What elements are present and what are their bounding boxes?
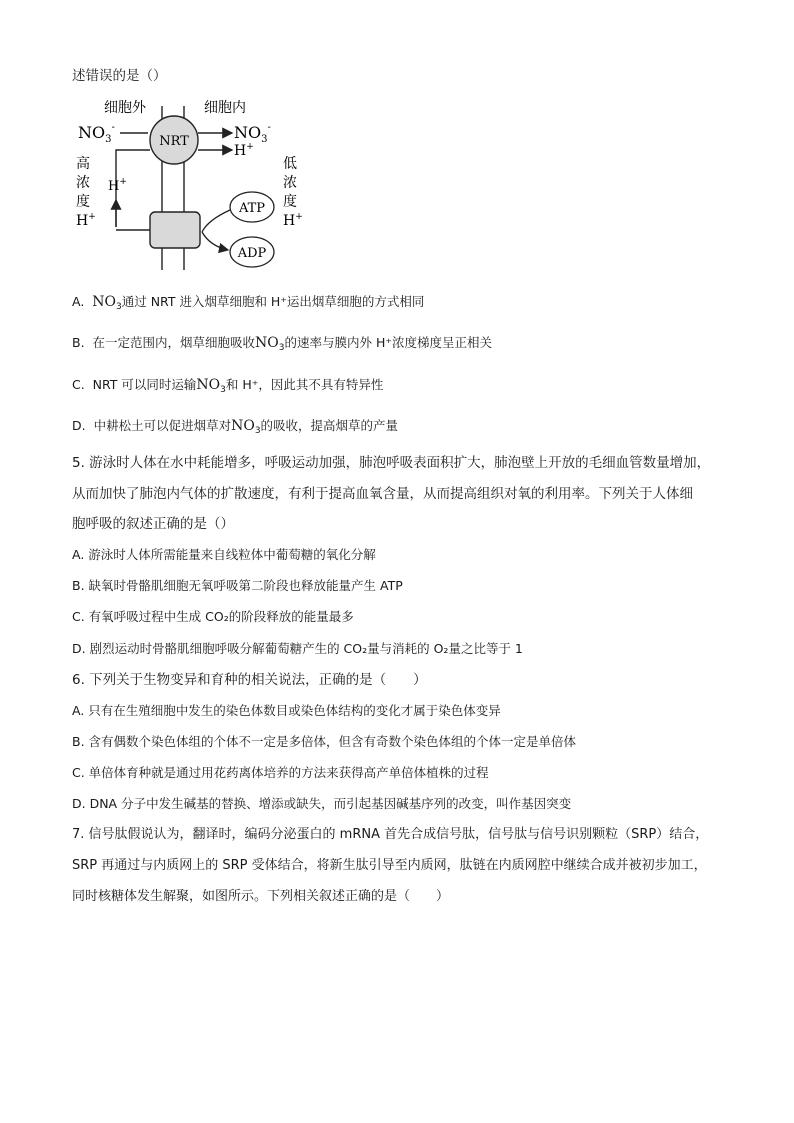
low-concentration-label — [283, 156, 303, 229]
q4-option-b: B. 在一定范围内，烟草细胞吸收$NO_3$的速率与膜内外 H⁺浓度梯度呈正相关 — [72, 335, 492, 353]
q4-option-d: D. 中耕松土可以促进烟草对$NO_3$的吸收，提高烟草的产量 — [72, 418, 399, 436]
q4-option-c: C. NRT 可以同时运输$NO_3$和 H⁺，因此其不具有特异性 — [72, 377, 384, 395]
nrt-transport-diagram — [72, 92, 312, 272]
adp-label: ADP — [237, 246, 267, 261]
q5-stem-line-3: 胞呼吸的叙述正确的是（） — [72, 516, 234, 532]
svg-text:度: 度 — [283, 194, 297, 210]
no3-inside-label: $NO_3^-$ — [234, 122, 271, 145]
high-concentration-label — [76, 155, 96, 229]
atp-label: ATP — [238, 201, 266, 216]
q4-option-a: A. $NO_3$通过 NRT 进入烟草细胞和 H⁺运出烟草细胞的方式相同 — [72, 294, 425, 312]
proton-pump — [150, 212, 200, 248]
outside-label: 细胞外 — [104, 100, 146, 116]
h-pump-out-label: H+ — [108, 177, 127, 194]
q5-stem-line-1: 5. 游泳时人体在水中耗能增多，呼吸运动加强，肺泡呼吸表面积扩大，肺泡壁上开放的毛细血管数量增加， — [72, 455, 711, 471]
q5-option-b: B. 缺氧时骨骼肌细胞无氧呼吸第二阶段也释放能量产生 ATP — [72, 578, 403, 593]
q5-option-a: A. 游泳时人体所需能量来自线粒体中葡萄糖的氧化分解 — [72, 547, 376, 562]
q5-option-c: C. 有氧呼吸过程中生成 CO₂的阶段释放的能量最多 — [72, 609, 354, 624]
nrt-label: NRT — [159, 134, 189, 149]
svg-text:低: 低 — [283, 156, 297, 172]
q7-stem-line-3: 同时核糖体发生解聚，如图所示。下列相关叙述正确的是（ ） — [72, 889, 450, 904]
q5-stem-line-2: 从而加快了肺泡内气体的扩散速度，有利于提高血氧含量，从而提高组织对氧的利用率。下列关于人体细 — [72, 486, 693, 502]
q6-option-c: C. 单倍体育种就是通过用花药离体培养的方法来获得高产单倍体植株的过程 — [72, 765, 489, 780]
q6-stem: 6. 下列关于生物变异和育种的相关说法，正确的是（ ） — [72, 672, 427, 688]
q7-stem-line-2: SRP 再通过与内质网上的 SRP 受体结合，将新生肽引导至内质网，肽链在内质网腔中继续合成并被初步加工， — [72, 858, 707, 873]
svg-text:高: 高 — [76, 156, 90, 172]
question-4-stem-tail: 述错误的是（） — [72, 68, 167, 84]
svg-text:浓: 浓 — [76, 175, 90, 191]
h-inside-label: H+ — [234, 142, 254, 159]
svg-text:度: 度 — [76, 194, 90, 210]
svg-text:浓: 浓 — [283, 175, 297, 191]
svg-text:H+: H+ — [283, 212, 303, 229]
no3-outside-label: $NO_3^-$ — [78, 122, 115, 145]
q6-option-d: D. DNA 分子中发生碱基的替换、增添或缺失，而引起基因碱基序列的改变，叫作基因突变 — [72, 796, 572, 811]
svg-text:H+: H+ — [76, 212, 96, 229]
h-return-line — [116, 150, 150, 227]
q6-option-a: A. 只有在生殖细胞中发生的染色体数目或染色体结构的变化才属于染色体变异 — [72, 703, 501, 718]
q5-option-d: D. 剧烈运动时骨骼肌细胞呼吸分解葡萄糖产生的 CO₂量与消耗的 O₂量之比等于 1 — [72, 641, 523, 656]
q7-stem-line-1: 7. 信号肽假说认为，翻译时，编码分泌蛋白的 mRNA 首先合成信号肽，信号肽与信号识别颗粒（SRP）结合， — [72, 827, 709, 842]
pump-to-adp-arrow — [202, 232, 228, 250]
inside-label: 细胞内 — [204, 100, 246, 116]
q6-option-b: B. 含有偶数个染色体组的个体不一定是多倍体，但含有奇数个染色体组的个体一定是单倍体 — [72, 734, 577, 749]
atp-to-pump-curve — [202, 210, 230, 232]
